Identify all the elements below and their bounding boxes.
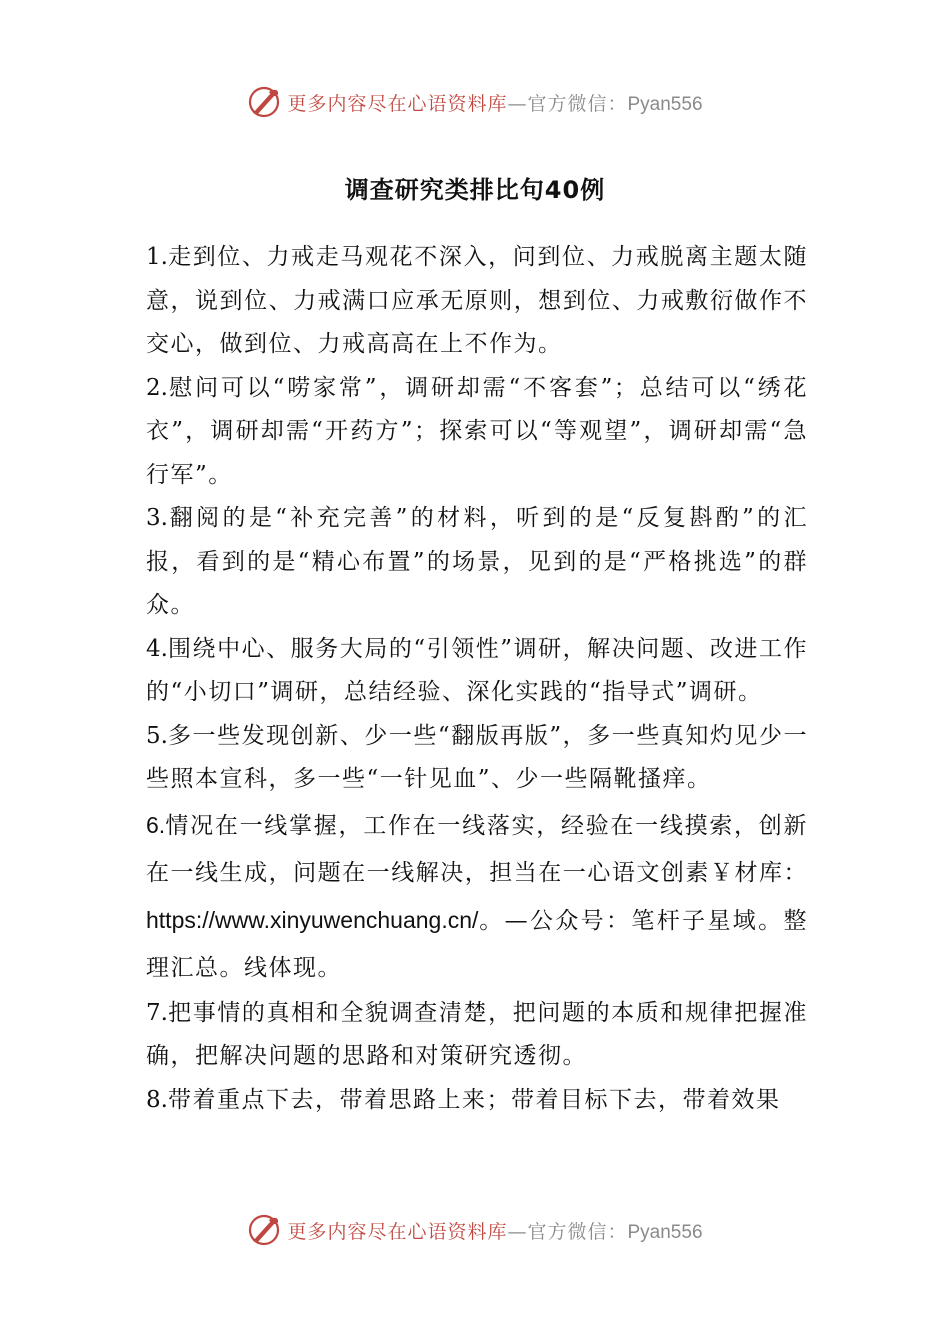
footer-wechat-id: Pyan556 (627, 1221, 703, 1243)
quill-pen-logo-icon (247, 1213, 281, 1247)
header-wechat-id: Pyan556 (627, 93, 703, 115)
item-number: 7. (146, 999, 168, 1026)
item-number: 6. (146, 811, 166, 838)
header-banner (0, 80, 950, 124)
list-item (146, 236, 808, 367)
item-number: 5. (146, 722, 168, 749)
item-text: 慰问可以“唠家常”，调研却需“不客套”；总结可以“绣花衣”，调研却需“开药方”；探索可以“等观望”，调研却需“急行军”。 (146, 374, 808, 488)
list-item (146, 715, 808, 802)
item-number: 8. (146, 1086, 168, 1113)
list-item (146, 497, 808, 628)
header-dash: — (507, 92, 528, 115)
footer-dash: — (507, 1220, 528, 1243)
item-number: 3. (146, 505, 168, 531)
item-text-after: 。—公众号：笔杆子星域。整理汇总。线体现。 (146, 907, 808, 981)
footer-wechat-label: 官方微信： (527, 1220, 628, 1243)
item-text-before: 情况在一线掌握，工作在一线落实，经验在一线摸索，创新在一线生成，问题在一线解决，担当在一心语文创素￥材库： (146, 812, 808, 886)
item-number: 1. (146, 244, 168, 270)
item-number: 4. (146, 635, 168, 662)
item-number: 2. (146, 374, 168, 401)
item-text: 走到位、力戒走马观花不深入，问到位、力戒脱离主题太随意，说到位、力戒满口应承无原则，想到位、力戒敷衍做作不交心，做到位、力戒高高在上不作为。 (146, 244, 808, 357)
list-item (146, 1079, 808, 1123)
footer-brand: 更多内容尽在心语资料库 (287, 1220, 508, 1243)
footer-banner (0, 1208, 950, 1252)
list-item (146, 628, 808, 715)
header-brand: 更多内容尽在心语资料库 (287, 92, 508, 115)
item-text: 翻阅的是“补充完善”的材料，听到的是“反复斟酌”的汇报，看到的是“精心布置”的场景，见到的是“严格挑选”的群众。 (146, 505, 808, 618)
header-text (287, 89, 702, 116)
item-text: 带着重点下去，带着思路上来；带着目标下去，带着效果 (167, 1086, 781, 1113)
list-item (146, 802, 808, 992)
item-url-link[interactable]: https://www.xinyuwenchuang.cn/ (146, 906, 479, 933)
item-text: 多一些发现创新、少一些“翻版再版”，多一些真知灼见少一些照本宣科，多一些“一针见血”、少一些隔靴搔痒。 (146, 722, 808, 792)
document-title: 调查研究类排比句40例 (344, 176, 606, 204)
list-item (146, 992, 808, 1079)
header-wechat-label: 官方微信： (527, 92, 628, 115)
item-text: 围绕中心、服务大局的“引领性”调研，解决问题、改进工作的“小切口”调研，总结经验、深化实践的“指导式”调研。 (146, 635, 808, 705)
list-item (146, 367, 808, 498)
item-text: 把事情的真相和全貌调查清楚，把问题的本质和规律把握准确，把解决问题的思路和对策研究透彻。 (146, 999, 808, 1069)
footer-text (287, 1217, 702, 1244)
document-body (146, 236, 808, 1122)
quill-pen-logo-icon (247, 85, 281, 119)
